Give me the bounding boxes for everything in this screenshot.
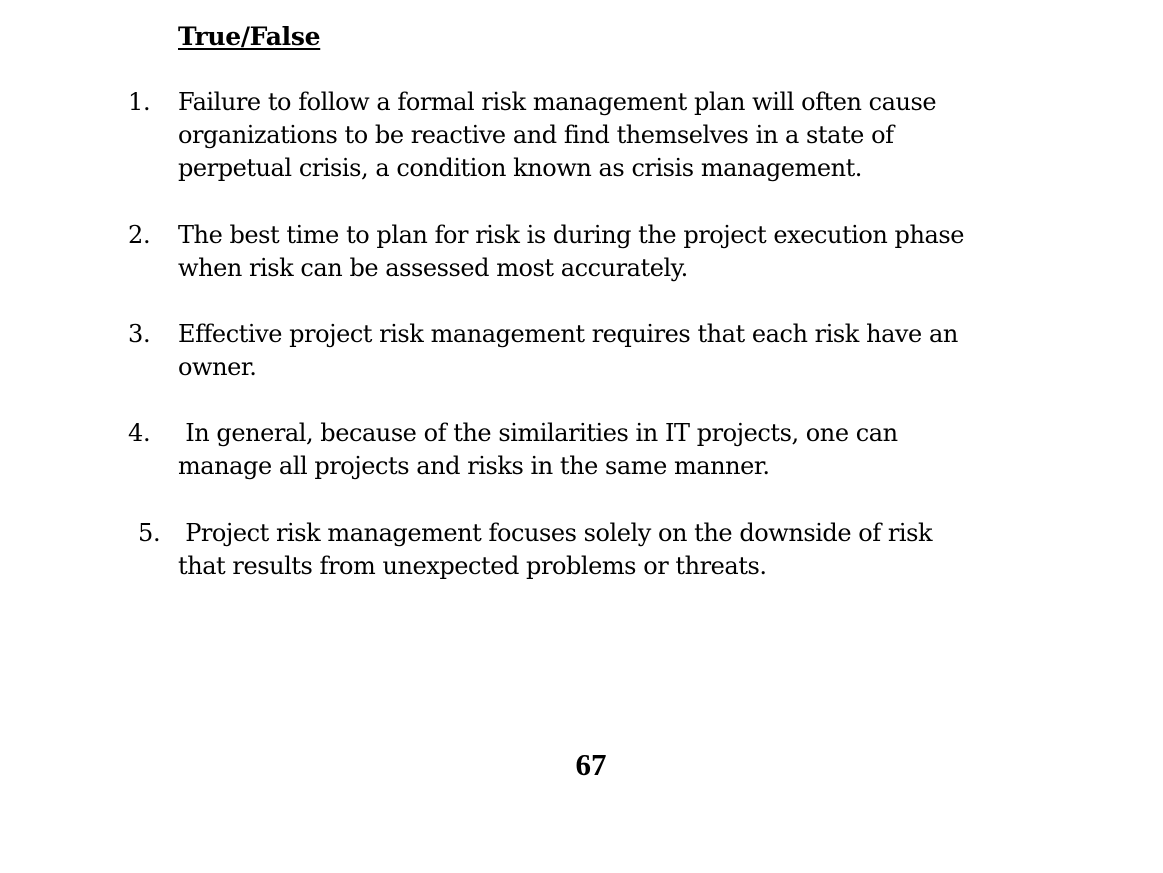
question-text: In general, because of the similarities in IT projects, one can manage all projects and risks in the same manner. — [178, 419, 905, 480]
question-number: 4. — [128, 419, 151, 447]
question-text: Failure to follow a formal risk management plan will often cause organizations to be reactive and find themselves in a state of perpetual crisis, a condition known as crisis management. — [178, 88, 937, 182]
question-text: Project risk management focuses solely on the downside of risk that results from unexpected problems or threats. — [178, 519, 940, 580]
question-number: 5. — [138, 519, 161, 547]
question-text: The best time to plan for risk is during the project execution phase when risk can be assessed most accurately. — [178, 221, 964, 282]
section-heading: True/False — [178, 22, 321, 51]
question-number: 3. — [128, 320, 151, 348]
page-number: 67 — [575, 747, 607, 782]
question-number: 1. — [128, 88, 151, 116]
question-text: Effective project risk management requires that each risk have an owner. — [178, 320, 958, 381]
question-number: 2. — [128, 221, 151, 249]
